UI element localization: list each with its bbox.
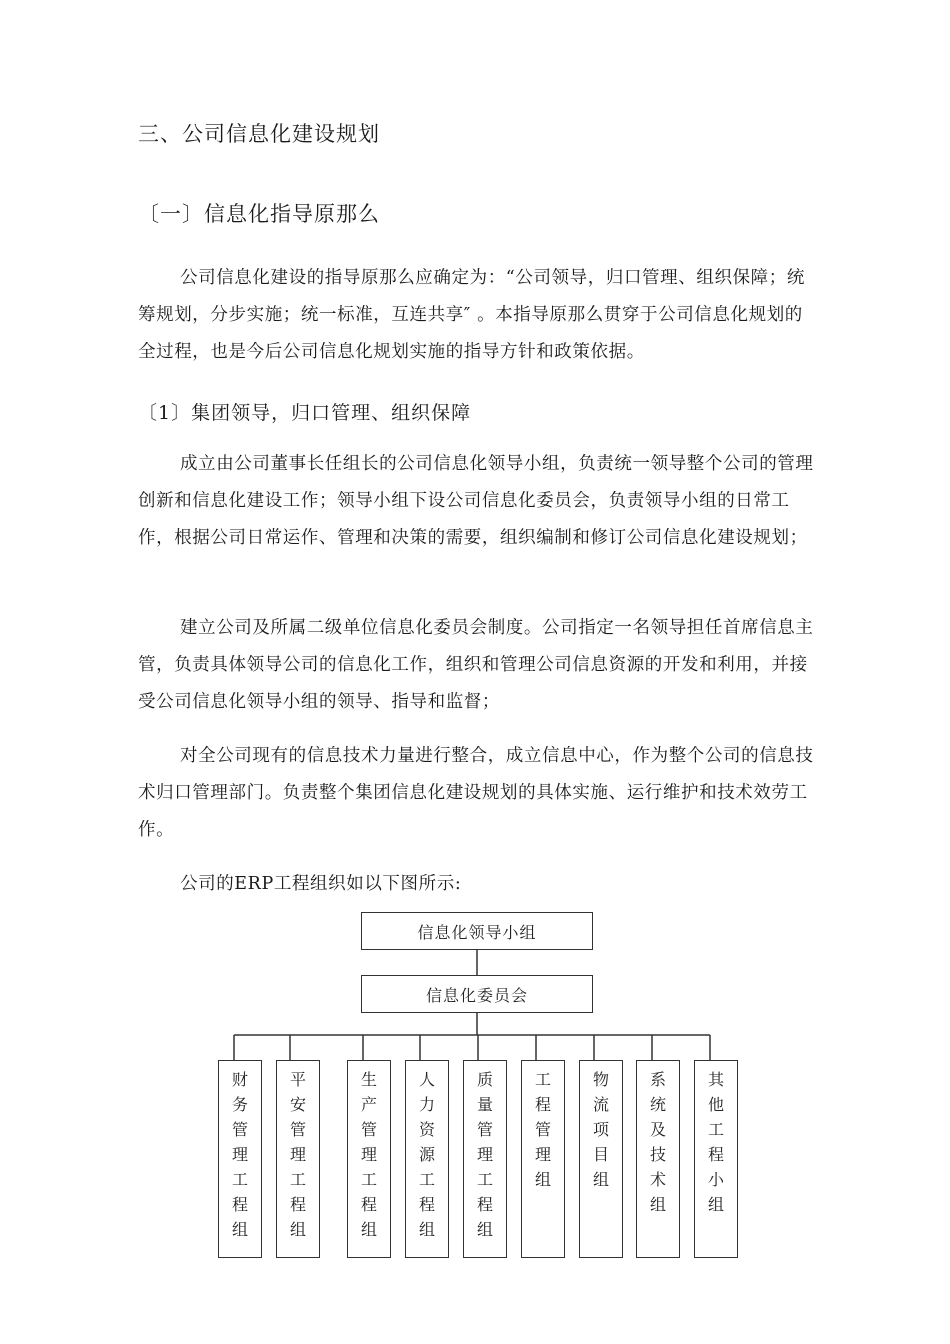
org-node-team <box>521 1060 565 1258</box>
org-node-committee: 信息化委员会 <box>361 975 593 1013</box>
org-node-team <box>694 1060 738 1258</box>
paragraph-principles: 公司信息化建设的指导原那么应确定为：“公司领导，归口管理、组织保障；统筹规划，分步实施；统一标准，互连共享″ 。本指导原那么贯穿于公司信息化规划的全过程，也是今后公司信息化规划实施的指导方针和政策依据。 <box>138 268 805 362</box>
org-node-team <box>276 1060 320 1258</box>
org-node-team <box>579 1060 623 1258</box>
org-node-team <box>218 1060 262 1258</box>
team-label: 财务管理工程组 <box>231 1070 248 1239</box>
paragraph-information-center: 对全公司现有的信息技术力量进行整合，成立信息中心，作为整个公司的信息技术归口管理部门。负责整个集团信息化建设规划的具体实施、运行维护和技术效劳工作。 <box>138 746 814 840</box>
paragraph-org-chart-intro: 公司的ERP工程组织如以下图所示: <box>180 874 462 894</box>
org-node-team <box>405 1060 449 1258</box>
subsection-heading: 〔一〕信息化指导原那么 <box>138 202 380 226</box>
team-label: 人力资源工程组 <box>418 1070 435 1239</box>
team-label: 物流项目组 <box>592 1070 609 1189</box>
org-node-team <box>636 1060 680 1258</box>
team-label: 质量管理工程组 <box>476 1070 493 1239</box>
team-label: 系统及技术组 <box>649 1070 666 1214</box>
section-heading: 三、公司信息化建设规划 <box>138 122 380 146</box>
team-label: 生产管理工程组 <box>360 1070 377 1239</box>
team-label: 工程管理组 <box>534 1070 551 1189</box>
org-node-team <box>463 1060 507 1258</box>
org-node-leadership-group: 信息化领导小组 <box>361 912 593 950</box>
team-label: 其他工程小组 <box>707 1070 724 1214</box>
point-heading: 〔1〕集团领导，归口管理、组织保障 <box>138 402 472 424</box>
team-label: 平安管理工程组 <box>289 1070 306 1239</box>
paragraph-committee-system: 建立公司及所属二级单位信息化委员会制度。公司指定一名领导担任首席信息主管，负责具体领导公司的信息化工作，组织和管理公司信息资源的开发和利用，并接受公司信息化领导小组的领导、指导和监督； <box>138 618 814 712</box>
paragraph-leadership-group: 成立由公司董事长任组长的公司信息化领导小组，负责统一领导整个公司的管理创新和信息化建设工作；领导小组下设公司信息化委员会，负责领导小组的日常工作，根据公司日常运作、管理和决策的需要，组织编制和修订公司信息化建设规划； <box>138 454 814 548</box>
org-node-team <box>347 1060 391 1258</box>
